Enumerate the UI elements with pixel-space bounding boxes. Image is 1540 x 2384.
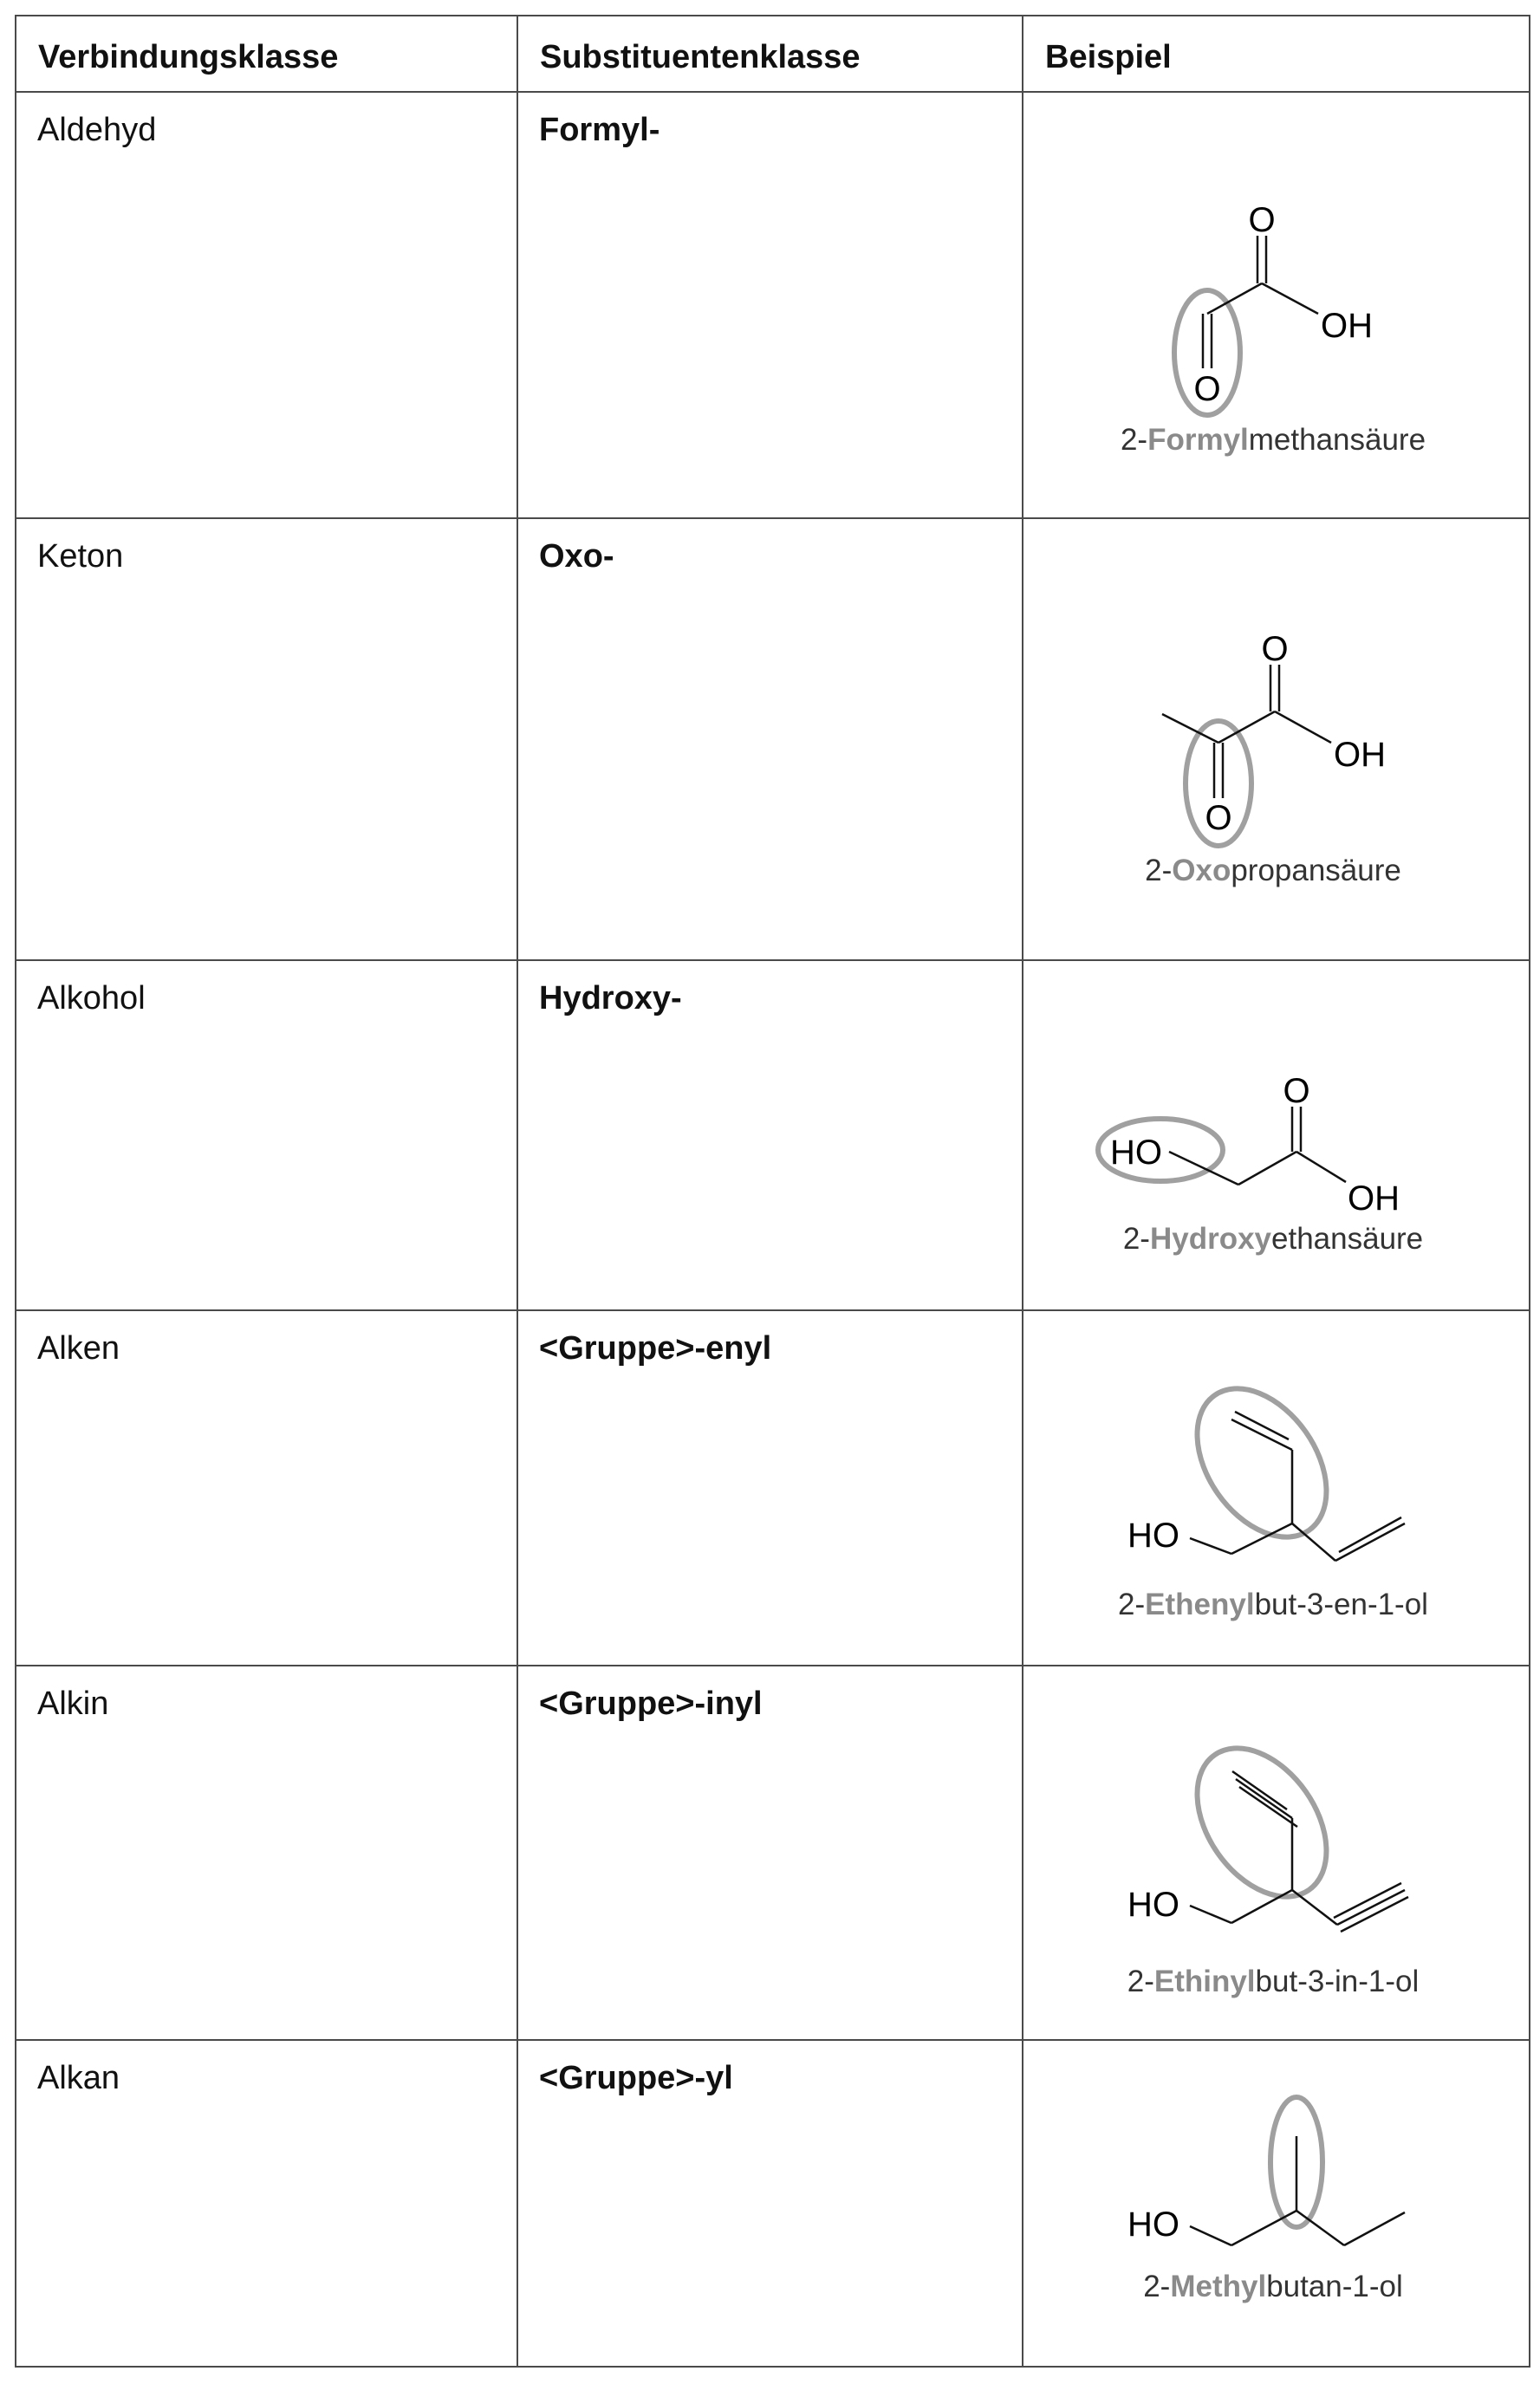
- name-highlight: Methyl: [1170, 2270, 1267, 2303]
- klasse-text: Alkan: [37, 2060, 120, 2096]
- name-prefix: 2-: [1127, 1965, 1154, 1998]
- table-row: [16, 519, 1529, 961]
- klasse-cell: [16, 519, 518, 959]
- atom-label: O: [1248, 201, 1276, 239]
- name-rest: but-3-en-1-ol: [1254, 1588, 1428, 1621]
- structure-hydroxyethansaeure: [1023, 961, 1529, 1311]
- name-rest: methansäure: [1248, 423, 1426, 457]
- header-cell: [1023, 16, 1529, 91]
- beispiel-cell: [1023, 1311, 1529, 1665]
- beispiel-cell: [1023, 961, 1529, 1309]
- atom-label: HO: [1127, 1517, 1179, 1555]
- name-prefix: 2-: [1122, 1222, 1150, 1256]
- table-row: [16, 1311, 1529, 1666]
- klasse-cell: [16, 1666, 518, 2039]
- substituent-text: Formyl-: [539, 112, 660, 148]
- example-name: [1143, 2270, 1403, 2303]
- atom-label: OH: [1334, 736, 1386, 774]
- klasse-cell: [16, 1311, 518, 1665]
- substituent-text: <Gruppe>-inyl: [539, 1686, 763, 1722]
- klasse-cell: [16, 2041, 518, 2366]
- beispiel-cell: [1023, 2041, 1529, 2366]
- substituent-cell: [518, 93, 1023, 517]
- name-rest: butan-1-ol: [1266, 2270, 1403, 2303]
- klasse-text: Keton: [37, 538, 124, 575]
- substituent-cell: [518, 519, 1023, 959]
- structure-oxopropansaeure: [1023, 519, 1529, 961]
- highlight-ellipse: [1171, 1365, 1354, 1562]
- header-cell: [16, 16, 518, 91]
- example-name: [1123, 1222, 1423, 1256]
- beispiel-cell: [1023, 1666, 1529, 2039]
- table-row: [16, 93, 1529, 519]
- substituent-table: [15, 15, 1530, 2368]
- structure-ethenylbutenol: [1023, 1311, 1529, 1666]
- name-prefix: 2-: [1143, 2270, 1171, 2303]
- name-highlight: Formyl: [1147, 423, 1249, 457]
- beispiel-cell: [1023, 519, 1529, 959]
- klasse-cell: [16, 93, 518, 517]
- structure-formylmethansaeure: [1023, 93, 1529, 519]
- table-row: [16, 1666, 1529, 2041]
- name-rest: propansäure: [1231, 854, 1401, 887]
- name-prefix: 2-: [1145, 854, 1173, 887]
- atom-label: OH: [1348, 1179, 1400, 1218]
- klasse-text: Alkohol: [37, 980, 146, 1017]
- header-beispiel: Beispiel: [1045, 39, 1172, 75]
- atom-label: OH: [1321, 307, 1373, 345]
- table-header-row: [16, 16, 1529, 93]
- atom-label: HO: [1110, 1134, 1162, 1172]
- name-highlight: Ethenyl: [1145, 1588, 1255, 1621]
- klasse-text: Aldehyd: [37, 112, 157, 148]
- substituent-cell: [518, 2041, 1023, 2366]
- substituent-text: Oxo-: [539, 538, 614, 575]
- atom-label: O: [1283, 1072, 1310, 1110]
- table-row: [16, 961, 1529, 1311]
- header-verbindungsklasse: Verbindungsklasse: [38, 39, 339, 75]
- header-substituentenklasse: Substituentenklasse: [540, 39, 861, 75]
- klasse-cell: [16, 961, 518, 1309]
- example-name: [1121, 423, 1426, 457]
- structure-ethinylbutinol: [1023, 1666, 1529, 2041]
- atom-label: O: [1261, 630, 1289, 668]
- atom-label: HO: [1127, 1886, 1179, 1924]
- atom-label: HO: [1127, 2205, 1179, 2244]
- table-row: [16, 2041, 1529, 2366]
- example-name: [1145, 854, 1401, 887]
- structure-methylbutanol: [1023, 2041, 1529, 2366]
- atom-label: O: [1205, 799, 1232, 837]
- substituent-cell: [518, 1311, 1023, 1665]
- name-rest: ethansäure: [1271, 1222, 1424, 1256]
- name-highlight: Hydroxy: [1149, 1222, 1272, 1256]
- name-prefix: 2-: [1118, 1588, 1146, 1621]
- substituent-text: Hydroxy-: [539, 980, 682, 1017]
- substituent-cell: [518, 1666, 1023, 2039]
- substituent-text: <Gruppe>-enyl: [539, 1330, 772, 1367]
- substituent-cell: [518, 961, 1023, 1309]
- name-highlight: Oxo: [1172, 854, 1231, 887]
- name-rest: but-3-in-1-ol: [1255, 1965, 1420, 1998]
- substituent-text: <Gruppe>-yl: [539, 2060, 733, 2096]
- highlight-ellipse: [1171, 1725, 1354, 1921]
- atom-label: O: [1193, 370, 1221, 408]
- header-cell: [518, 16, 1023, 91]
- example-name: [1118, 1588, 1428, 1621]
- klasse-text: Alkin: [37, 1686, 109, 1722]
- beispiel-cell: [1023, 93, 1529, 517]
- example-name: [1127, 1965, 1420, 1998]
- name-prefix: 2-: [1120, 423, 1148, 457]
- klasse-text: Alken: [37, 1330, 120, 1367]
- name-highlight: Ethinyl: [1153, 1965, 1256, 1998]
